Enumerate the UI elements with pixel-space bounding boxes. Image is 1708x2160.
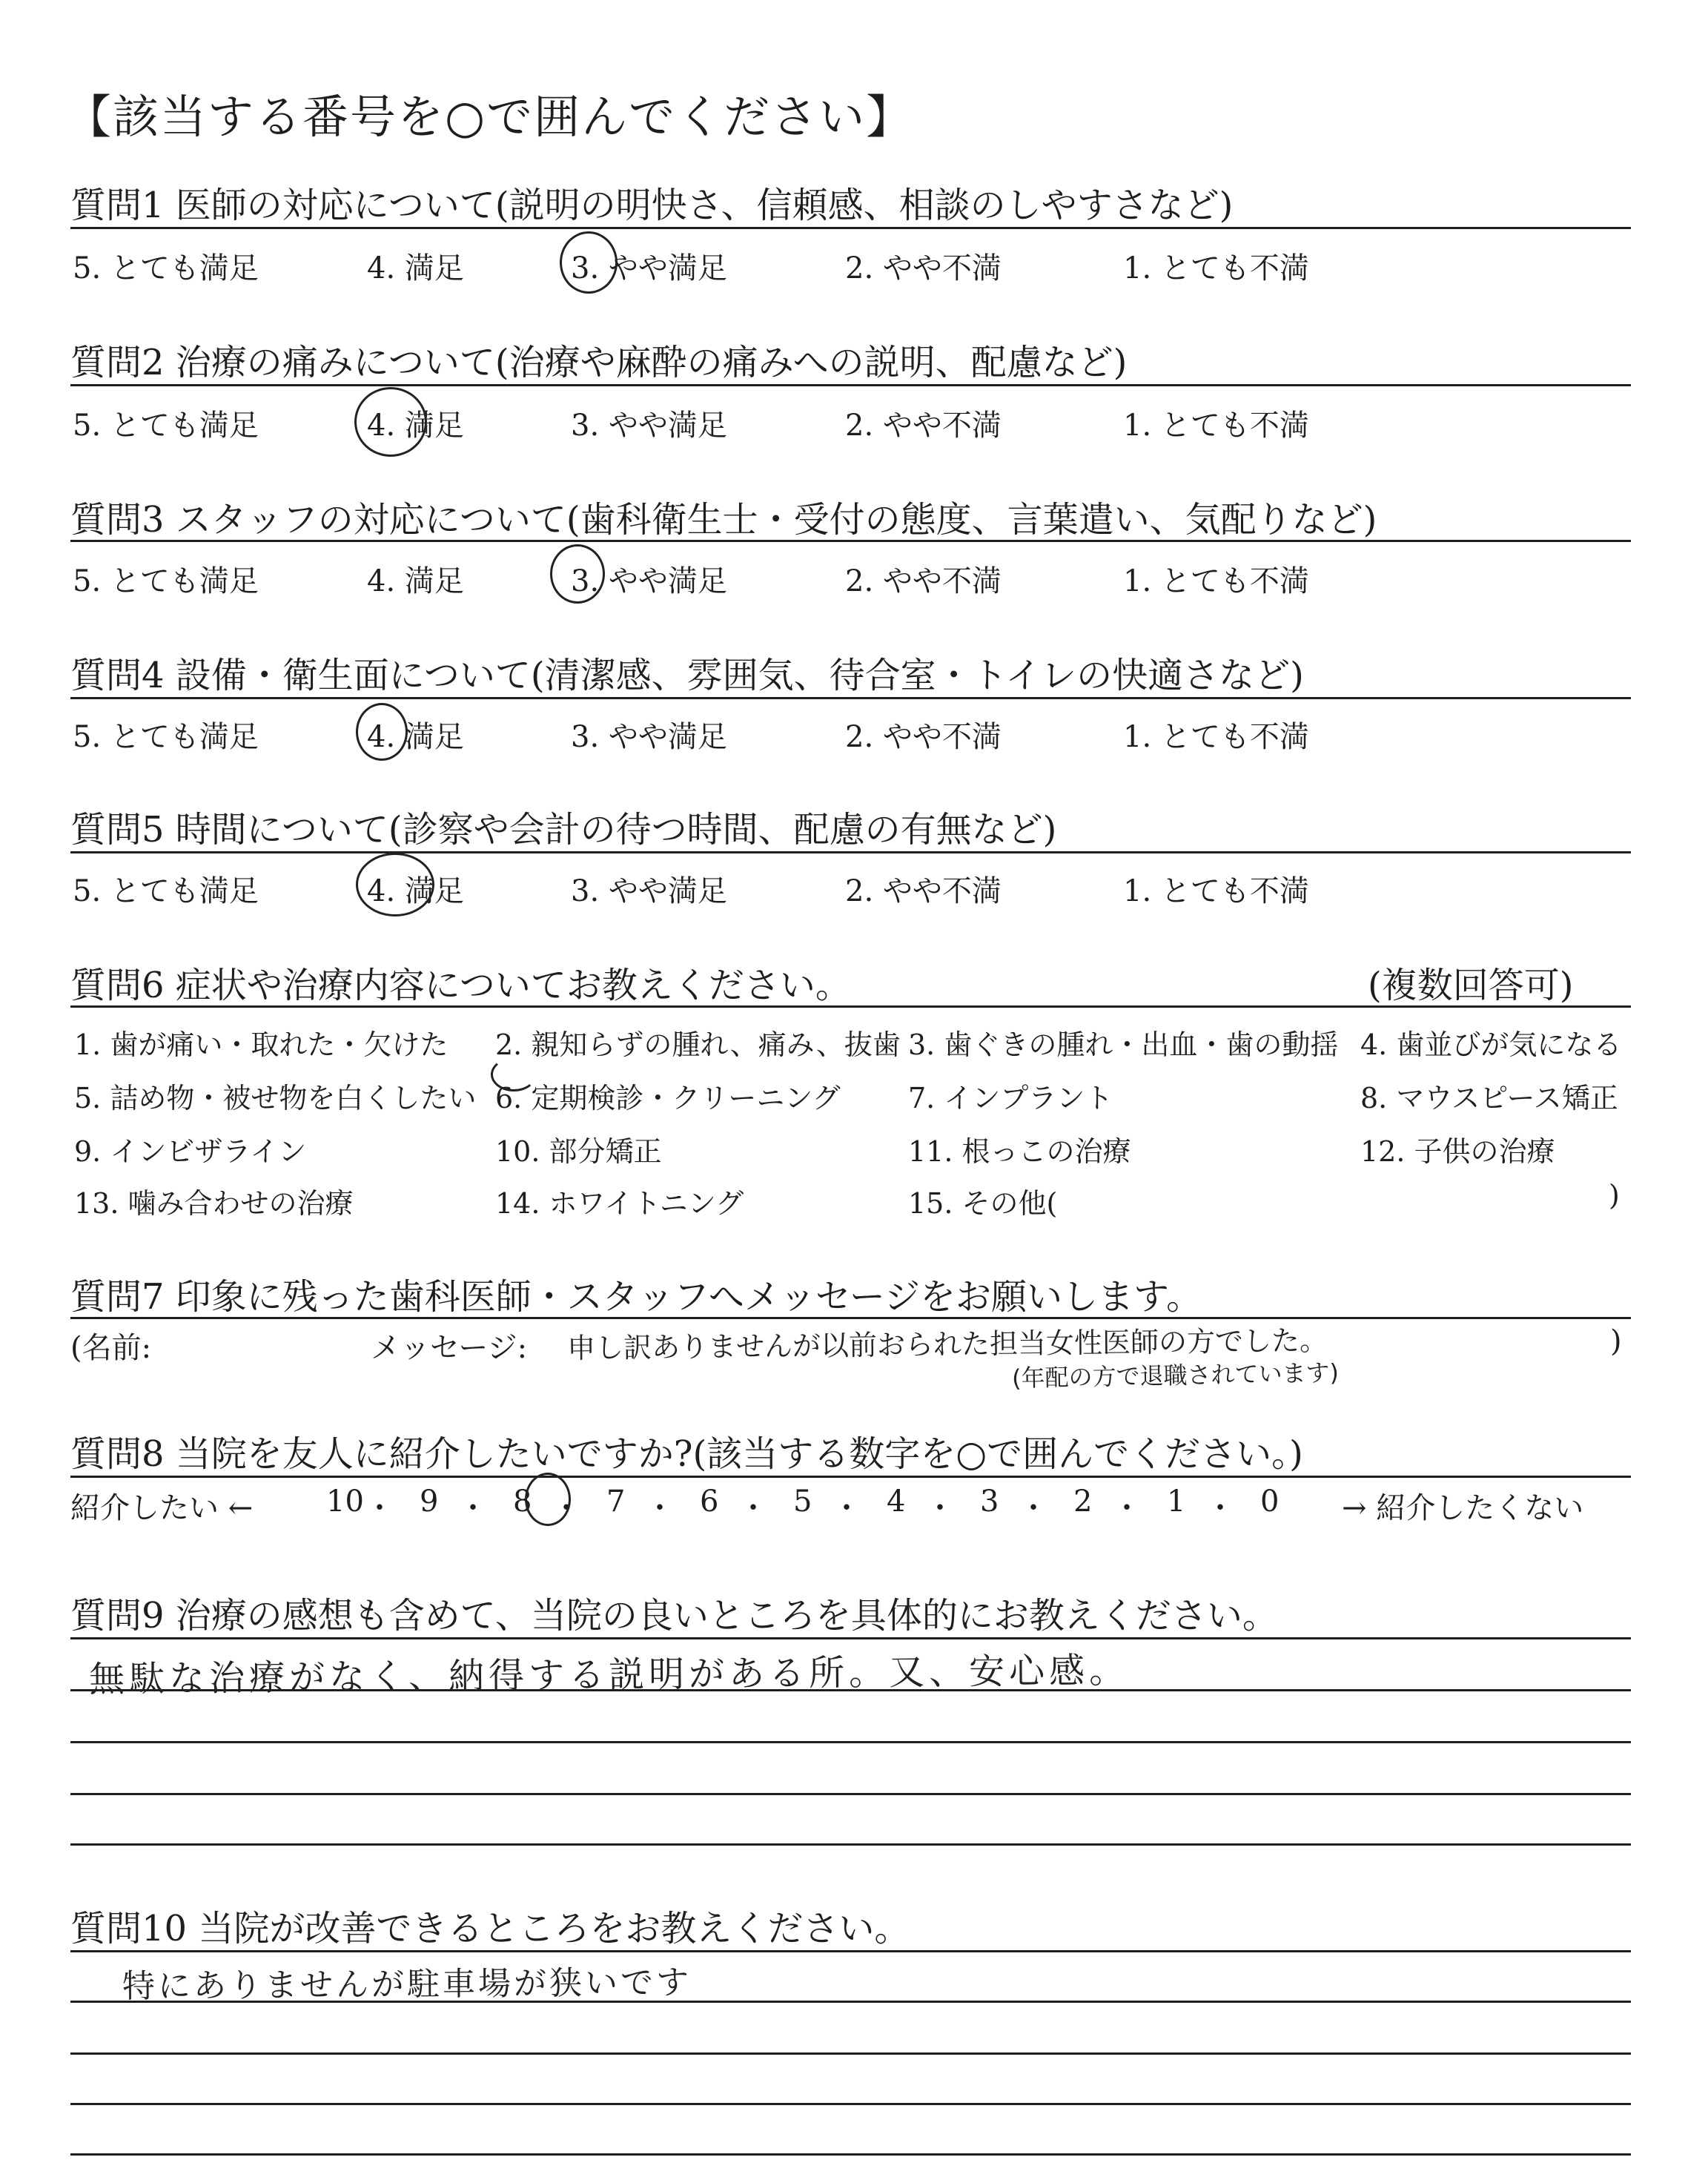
q9-line-1 (70, 1637, 1631, 1639)
q8-scale-separator: ・ (1205, 1491, 1235, 1525)
q9-line-5 (70, 1843, 1631, 1846)
q5-option-5[interactable]: 5. とても満足 (73, 874, 259, 908)
q8-scale-7[interactable]: 7 (606, 1484, 626, 1519)
q8-scale-separator: ・ (365, 1491, 394, 1525)
q6-option-6[interactable]: 6. 定期検診・クリーニング (495, 1082, 841, 1114)
question-8-title: 質問8 当院を友人に紹介したいですか?(該当する数字を○で囲んでください。) (70, 1433, 1303, 1475)
q8-scale-1[interactable]: 1 (1167, 1484, 1186, 1519)
q6-option-2[interactable]: 2. 親知らずの腫れ、痛み、抜歯 (495, 1028, 901, 1061)
q3-option-2[interactable]: 2. やや不満 (845, 564, 1002, 598)
q8-scale-separator: ・ (645, 1491, 675, 1525)
q3-selected-circle (550, 544, 605, 604)
q8-scale-0[interactable]: 0 (1260, 1484, 1280, 1519)
q1-option-5[interactable]: 5. とても満足 (73, 251, 259, 285)
q10-line-4 (70, 2103, 1631, 2105)
q8-scale-8[interactable]: 8 (513, 1484, 532, 1519)
q6-option-10[interactable]: 10. 部分矯正 (495, 1135, 662, 1168)
q1-option-1[interactable]: 1. とても不満 (1123, 251, 1309, 285)
q8-right-label: → 紹介したくない (1342, 1491, 1584, 1525)
q2-selected-circle (354, 387, 427, 457)
q1-option-2[interactable]: 2. やや不満 (845, 251, 1002, 285)
q5-option-3[interactable]: 3. やや満足 (571, 874, 727, 908)
q2-option-5[interactable]: 5. とても満足 (73, 409, 259, 443)
q9-answer-handwriting[interactable]: 無駄な治療がなく、納得する説明がある所。又、安心感。 (88, 1649, 1130, 1701)
question-7-rule (70, 1317, 1631, 1319)
q6-other-close-paren: ) (1609, 1179, 1620, 1212)
question-6-title: 質問6 症状や治療内容についてお教えください。 (70, 965, 851, 1006)
q6-option-5[interactable]: 5. 詰め物・被せ物を白くしたい (74, 1082, 477, 1114)
question-3-rule (70, 540, 1631, 542)
question-10-title: 質問10 当院が改善できるところをお教えください。 (70, 1908, 910, 1949)
question-1-title: 質問1 医師の対応について(説明の明快さ、信頼感、相談のしやすさなど) (70, 185, 1234, 226)
question-4-title: 質問4 設備・衛生面について(清潔感、雰囲気、待合室・トイレの快適さなど) (70, 655, 1304, 696)
q10-answer-handwriting[interactable]: 特にありませんが駐車場が狭いです (122, 1964, 692, 2006)
q2-option-4[interactable]: 4. 満足 (367, 409, 464, 443)
q4-option-1[interactable]: 1. とても不満 (1123, 720, 1309, 754)
q6-option-7[interactable]: 7. インプラント (908, 1082, 1113, 1114)
q2-option-1[interactable]: 1. とても不満 (1123, 409, 1309, 443)
form-instruction: 【該当する番号を○で囲んでください】 (65, 90, 914, 144)
q7-message-handwriting-line1[interactable]: 申し訳ありませんが以前おられた担当女性医師の方でした。 (566, 1324, 1328, 1365)
q4-option-5[interactable]: 5. とても満足 (73, 720, 259, 754)
q7-message-handwriting-line2[interactable]: (年配の方で退職されています) (1011, 1358, 1340, 1393)
q6-option-4[interactable]: 4. 歯並びが気になる (1360, 1028, 1622, 1061)
q4-option-3[interactable]: 3. やや満足 (571, 720, 727, 754)
q6-option-12[interactable]: 12. 子供の治療 (1360, 1135, 1555, 1168)
question-3-title: 質問3 スタッフの対応について(歯科衛生士・受付の態度、言葉遣い、気配りなど) (70, 499, 1377, 541)
q3-option-5[interactable]: 5. とても満足 (73, 564, 259, 598)
q6-option-1[interactable]: 1. 歯が痛い・取れた・欠けた (74, 1028, 448, 1061)
question-1-rule (70, 227, 1631, 229)
q1-option-4[interactable]: 4. 満足 (367, 251, 464, 285)
q7-close-paren: ) (1610, 1324, 1622, 1358)
q8-left-label: 紹介したい ← (70, 1491, 254, 1525)
q8-scale-separator: ・ (832, 1491, 861, 1525)
question-6-rule (70, 1005, 1631, 1008)
q9-line-3 (70, 1741, 1631, 1743)
q6-option-11[interactable]: 11. 根っこの治療 (908, 1135, 1131, 1168)
q9-line-4 (70, 1793, 1631, 1795)
q8-scale-separator: ・ (1019, 1491, 1048, 1525)
q5-option-2[interactable]: 2. やや不満 (845, 874, 1002, 908)
q4-option-2[interactable]: 2. やや不満 (845, 720, 1002, 754)
question-5-rule (70, 851, 1631, 853)
q1-selected-circle (560, 231, 618, 294)
q5-option-1[interactable]: 1. とても不満 (1123, 874, 1309, 908)
question-7-title: 質問7 印象に残った歯科医師・スタッフへメッセージをお願いします。 (70, 1276, 1202, 1318)
q8-scale-separator: ・ (1112, 1491, 1142, 1525)
q2-option-3[interactable]: 3. やや満足 (571, 409, 727, 443)
q8-scale-separator: ・ (458, 1491, 488, 1525)
q8-scale-separator: ・ (925, 1491, 955, 1525)
q10-line-5 (70, 2153, 1631, 2156)
q6-option-15[interactable]: 15. その他( (908, 1187, 1058, 1220)
q7-name-label: (名前: (70, 1331, 152, 1365)
q1-option-3[interactable]: 3. やや満足 (571, 251, 727, 285)
q8-scale-9[interactable]: 9 (420, 1484, 439, 1519)
q8-selected-circle (525, 1473, 571, 1526)
q8-scale-2[interactable]: 2 (1073, 1484, 1093, 1519)
q4-selected-circle (356, 703, 408, 761)
q6-option-13[interactable]: 13. 噛み合わせの治療 (74, 1187, 354, 1220)
q10-line-3 (70, 2052, 1631, 2055)
question-8-rule (70, 1476, 1631, 1478)
q5-option-4[interactable]: 4. 満足 (367, 874, 464, 908)
q8-scale-3[interactable]: 3 (980, 1484, 999, 1519)
q8-scale-separator: ・ (552, 1491, 581, 1525)
q8-scale-6[interactable]: 6 (700, 1484, 719, 1519)
question-5-title: 質問5 時間について(診察や会計の待つ時間、配慮の有無など) (70, 809, 1057, 851)
q4-option-4[interactable]: 4. 満足 (367, 720, 464, 754)
q8-scale-5[interactable]: 5 (793, 1484, 812, 1519)
q8-scale-4[interactable]: 4 (887, 1484, 906, 1519)
q10-line-1 (70, 1950, 1631, 1952)
q8-scale-10[interactable]: 10 (326, 1484, 364, 1519)
q2-option-2[interactable]: 2. やや不満 (845, 409, 1002, 443)
question-4-rule (70, 697, 1631, 699)
q6-option-14[interactable]: 14. ホワイトニング (495, 1187, 744, 1220)
q3-option-4[interactable]: 4. 満足 (367, 564, 464, 598)
q3-option-3[interactable]: 3. やや満足 (571, 564, 727, 598)
question-9-title: 質問9 治療の感想も含めて、当院の良いところを具体的にお教えください。 (70, 1595, 1278, 1636)
q6-option-8[interactable]: 8. マウスピース矯正 (1360, 1082, 1618, 1114)
q6-option-3[interactable]: 3. 歯ぐきの腫れ・出血・歯の動揺 (908, 1028, 1339, 1061)
question-6-note: (複数回答可) (1368, 965, 1574, 1006)
q8-scale-separator: ・ (738, 1491, 768, 1525)
q6-selected-circle (491, 1057, 537, 1091)
q7-message-label: メッセージ: (371, 1331, 528, 1365)
q6-option-9[interactable]: 9. インビザライン (74, 1135, 307, 1168)
question-2-title: 質問2 治療の痛みについて(治療や麻酔の痛みへの説明、配慮など) (70, 342, 1128, 383)
q5-selected-circle (356, 853, 434, 916)
question-2-rule (70, 384, 1631, 386)
q3-option-1[interactable]: 1. とても不満 (1123, 564, 1309, 598)
